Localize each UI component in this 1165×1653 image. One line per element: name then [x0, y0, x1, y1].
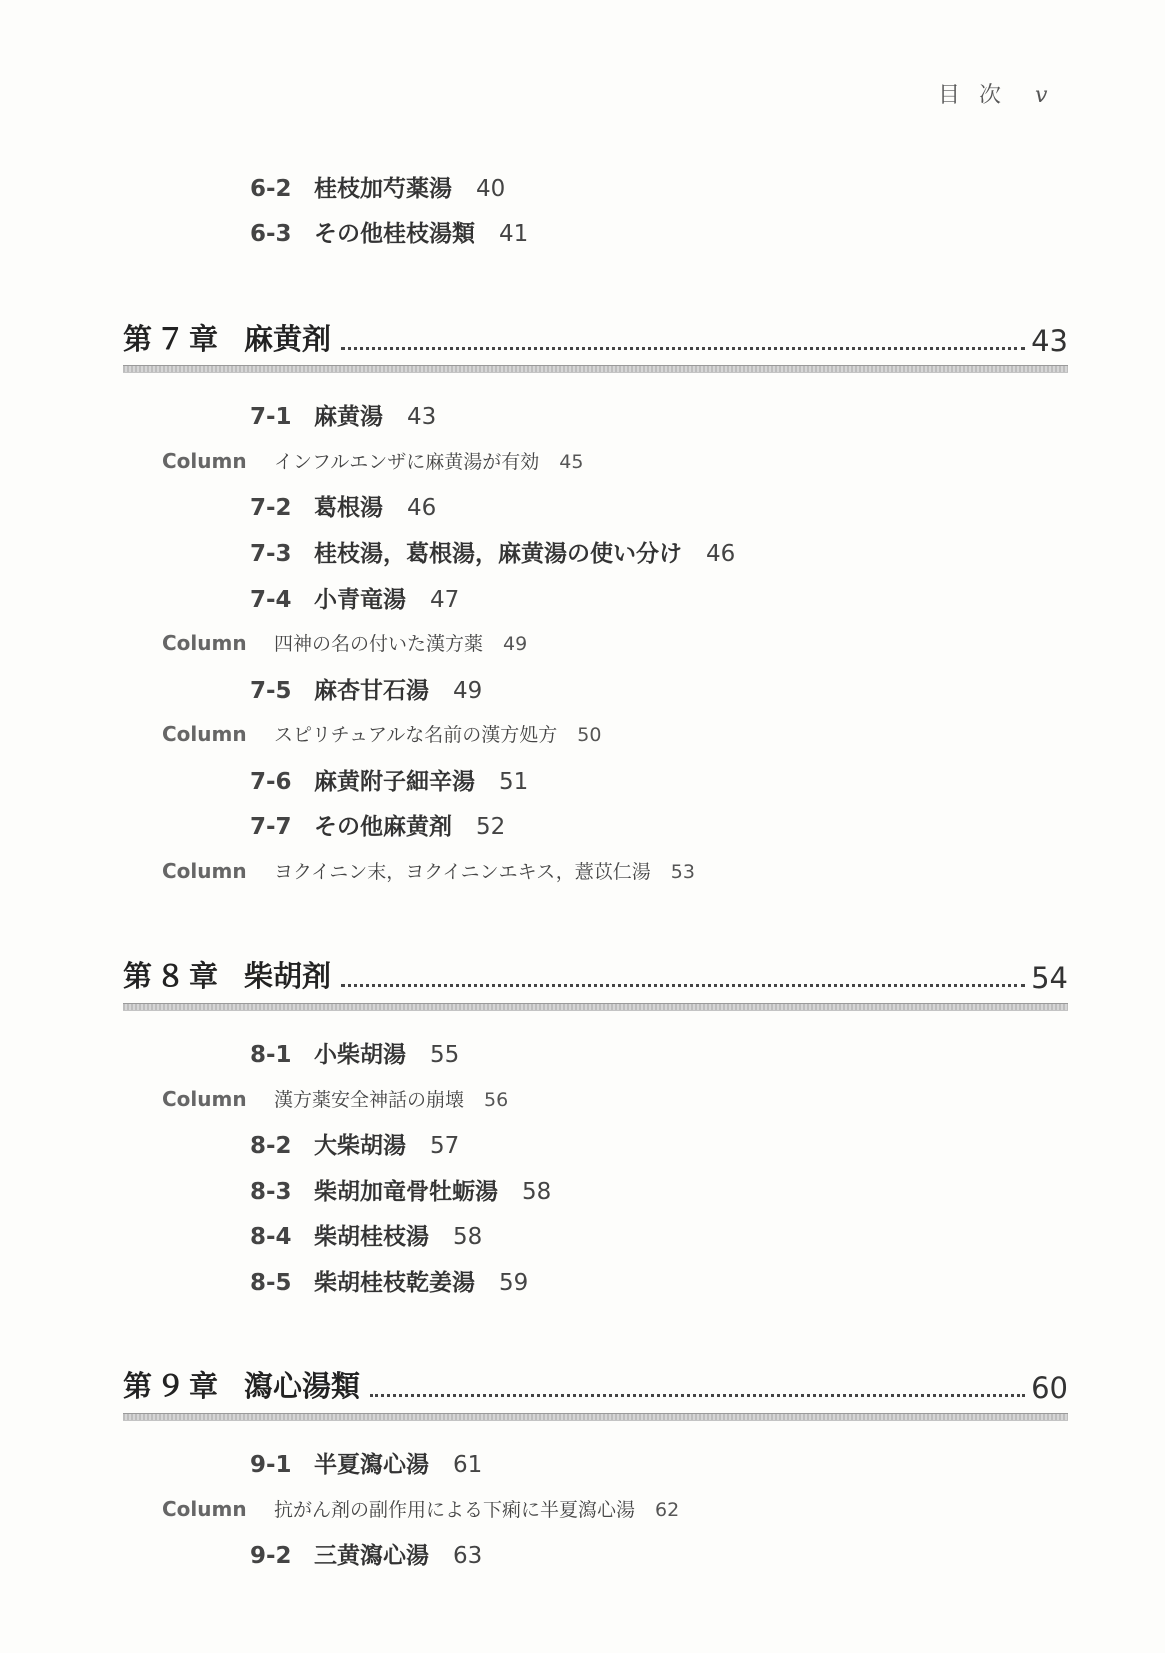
section-title: 柴胡桂枝乾姜湯: [314, 1270, 475, 1296]
section-number: 6-3: [250, 221, 292, 247]
section-number: 7-3: [250, 541, 292, 567]
page-number: 58: [522, 1179, 552, 1205]
page-number: 58: [453, 1224, 483, 1250]
section-number: 8-1: [250, 1042, 292, 1068]
page-number: 46: [407, 495, 437, 521]
section-title: 三黄瀉心湯: [314, 1543, 429, 1569]
column-title: インフルエンザに麻黄湯が有効: [274, 451, 540, 473]
page-number: 55: [430, 1042, 460, 1068]
column-entry[interactable]: [162, 1495, 679, 1522]
page-number: 59: [499, 1270, 529, 1296]
chapter-rule: [123, 1413, 1068, 1421]
page-number: 49: [453, 678, 483, 704]
column-title: ヨクイニン末，ヨクイニンエキス，薏苡仁湯: [274, 861, 651, 883]
column-label: Column: [162, 859, 247, 883]
page-number: 52: [476, 814, 506, 840]
column-label: Column: [162, 1087, 247, 1111]
chapter-rule: [123, 1003, 1068, 1011]
chapter-rule: [123, 365, 1068, 373]
running-head-label: 目 次: [938, 83, 1007, 108]
page-number: 41: [499, 221, 529, 247]
column-entry[interactable]: [162, 720, 601, 747]
page-number: 62: [655, 1499, 680, 1521]
page-number: 63: [453, 1543, 483, 1569]
page-number: 57: [430, 1133, 460, 1159]
section-title: 小柴胡湯: [314, 1042, 406, 1068]
column-label: Column: [162, 449, 247, 473]
section-number: 6-2: [250, 176, 292, 202]
toc-entry[interactable]: [250, 1218, 482, 1251]
page-number: 49: [503, 633, 528, 655]
dot-leader: [341, 347, 1025, 350]
chapter-heading[interactable]: [123, 1365, 1068, 1405]
toc-entry[interactable]: [250, 535, 735, 568]
column-title: 四神の名の付いた漢方薬: [274, 633, 484, 655]
column-entry[interactable]: [162, 857, 695, 884]
chapter-title: 麻黄剤: [244, 322, 332, 356]
chapter-label: 第９章: [123, 1369, 223, 1403]
dot-leader: [341, 984, 1025, 987]
chapter-page-number: 43: [1031, 324, 1068, 358]
section-title: 半夏瀉心湯: [314, 1452, 429, 1478]
column-entry[interactable]: [162, 447, 583, 474]
column-label: Column: [162, 631, 247, 655]
column-title: 漢方薬安全神話の崩壊: [274, 1089, 465, 1111]
section-title: 麻黄附子細辛湯: [314, 769, 475, 795]
page-number: 40: [476, 176, 506, 202]
toc-entry[interactable]: [250, 1173, 551, 1206]
column-label: Column: [162, 1497, 247, 1521]
toc-entry[interactable]: [250, 672, 482, 705]
chapter-heading[interactable]: [123, 955, 1068, 995]
section-number: 7-5: [250, 678, 292, 704]
running-head: [938, 78, 1047, 109]
section-number: 8-5: [250, 1270, 292, 1296]
section-number: 7-2: [250, 495, 292, 521]
chapter-title: 瀉心湯類: [244, 1369, 361, 1403]
chapter-heading[interactable]: [123, 318, 1068, 358]
section-title: 柴胡加竜骨牡蛎湯: [314, 1179, 498, 1205]
section-number: 7-7: [250, 814, 292, 840]
toc-entry[interactable]: [250, 215, 528, 248]
toc-entry[interactable]: [250, 1127, 459, 1160]
page-number: 61: [453, 1452, 483, 1478]
page-number: 46: [706, 541, 736, 567]
chapter-title: 柴胡剤: [244, 959, 332, 993]
section-number: 9-1: [250, 1452, 292, 1478]
section-title: 麻杏甘石湯: [314, 678, 429, 704]
toc-entry[interactable]: [250, 170, 505, 203]
section-title: その他桂枝湯類: [314, 221, 475, 247]
chapter-label: 第７章: [123, 322, 223, 356]
column-title: スピリチュアルな名前の漢方処方: [274, 724, 558, 746]
toc-entry[interactable]: [250, 1446, 482, 1479]
dot-leader: [370, 1394, 1025, 1397]
column-label: Column: [162, 722, 247, 746]
section-title: 葛根湯: [314, 495, 383, 521]
toc-entry[interactable]: [250, 489, 436, 522]
section-title: 桂枝加芍薬湯: [314, 176, 452, 202]
section-number: 8-3: [250, 1179, 292, 1205]
toc-entry[interactable]: [250, 1537, 482, 1570]
section-title: 桂枝湯，葛根湯，麻黄湯の使い分け: [314, 541, 682, 567]
section-number: 7-1: [250, 404, 292, 430]
section-number: 7-4: [250, 587, 292, 613]
chapter-page-number: 60: [1031, 1371, 1068, 1405]
page-number: 43: [407, 404, 437, 430]
section-title: 麻黄湯: [314, 404, 383, 430]
running-head-page-number: v: [1035, 83, 1048, 108]
section-number: 8-2: [250, 1133, 292, 1159]
section-title: 柴胡桂枝湯: [314, 1224, 429, 1250]
section-number: 9-2: [250, 1543, 292, 1569]
chapter-label: 第８章: [123, 959, 223, 993]
page-number: 56: [484, 1089, 509, 1111]
section-title: その他麻黄剤: [314, 814, 452, 840]
toc-entry[interactable]: [250, 1264, 528, 1297]
chapter-page-number: 54: [1031, 961, 1068, 995]
column-entry[interactable]: [162, 1085, 508, 1112]
page-number: 53: [670, 861, 695, 883]
toc-entry[interactable]: [250, 581, 459, 614]
section-number: 7-6: [250, 769, 292, 795]
toc-entry[interactable]: [250, 763, 528, 796]
page-number: 51: [499, 769, 529, 795]
column-title: 抗がん剤の副作用による下痢に半夏瀉心湯: [274, 1499, 636, 1521]
page-number: 47: [430, 587, 460, 613]
column-entry[interactable]: [162, 629, 527, 656]
section-number: 8-4: [250, 1224, 292, 1250]
toc-entry[interactable]: [250, 398, 436, 431]
section-title: 大柴胡湯: [314, 1133, 406, 1159]
toc-entry[interactable]: [250, 808, 505, 841]
toc-entry[interactable]: [250, 1036, 459, 1069]
section-title: 小青竜湯: [314, 587, 406, 613]
page-number: 50: [577, 724, 602, 746]
page-number: 45: [559, 451, 584, 473]
